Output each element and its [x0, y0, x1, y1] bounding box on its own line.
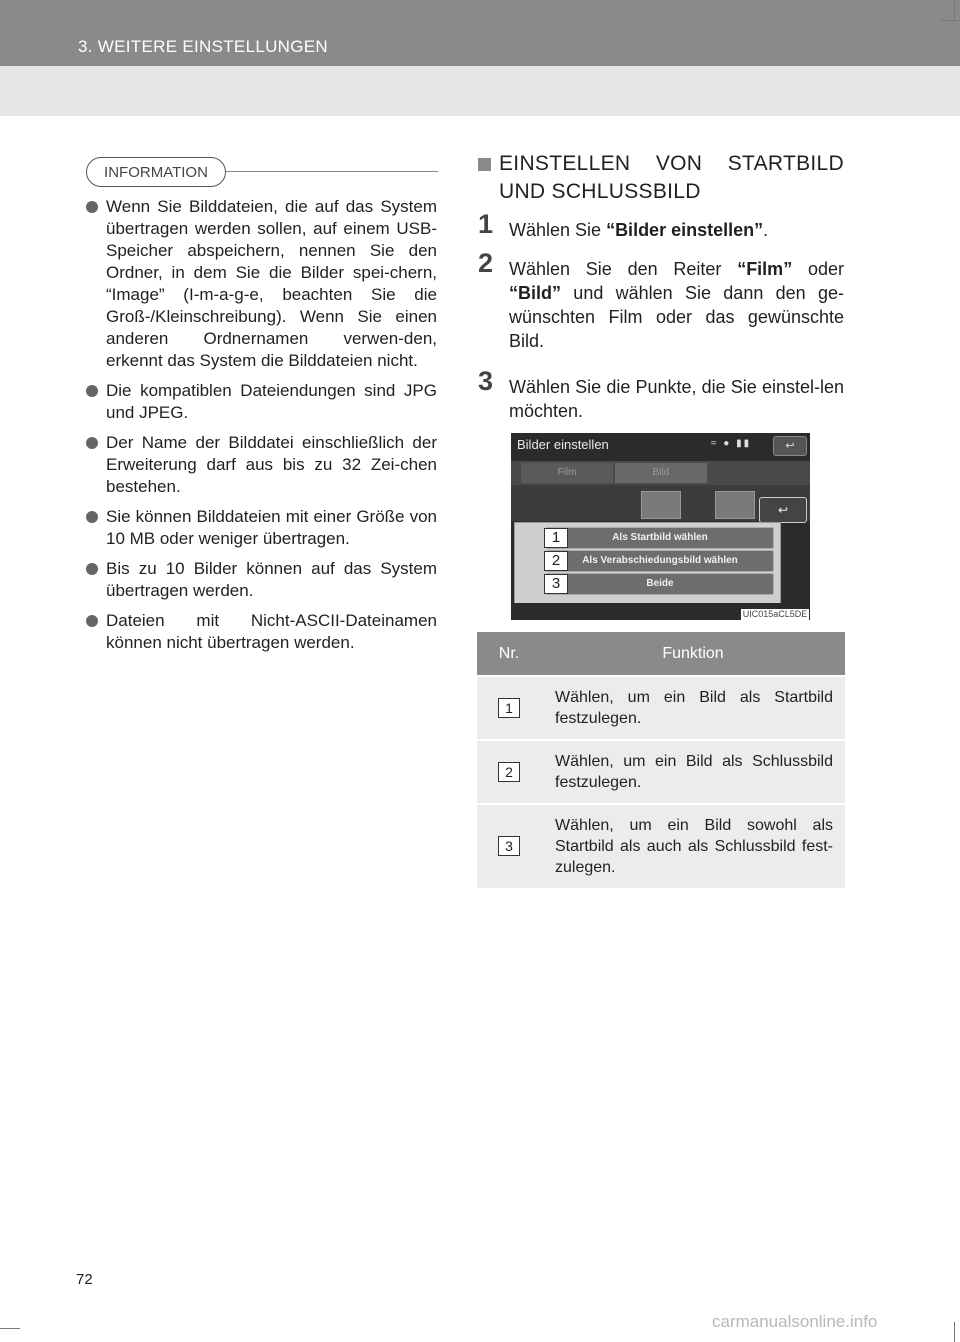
bullet-icon [86, 201, 98, 213]
set-farewell-image-button[interactable]: Als Verabschiedungsbild wählen [546, 550, 774, 572]
tab-film[interactable]: Film [521, 463, 613, 483]
status-icons: ≈ ● ▮▮ [711, 438, 752, 449]
set-start-image-button[interactable]: Als Startbild wählen [546, 527, 774, 549]
header-subband [0, 66, 960, 116]
row-function: Wählen, um ein Bild als Startbild festzulegen. [541, 676, 845, 740]
table-row [477, 804, 845, 888]
image-thumbnail[interactable] [715, 491, 755, 519]
information-item: Dateien mit Nicht-ASCII-Dateinamen können nicht übertragen werden. [84, 610, 437, 654]
header-funktion: Funktion [541, 632, 845, 676]
bullet-icon [86, 437, 98, 449]
information-list [84, 196, 437, 662]
bullet-icon [86, 615, 98, 627]
row-number: 3 [498, 836, 520, 856]
popup-back-button[interactable]: ↩ [759, 497, 807, 523]
section-heading: EINSTELLEN VON STARTBILD UND SCHLUSSBILD [478, 150, 844, 206]
crop-mark [954, 1322, 955, 1342]
function-table [477, 632, 845, 888]
row-function: Wählen, um ein Bild als Schlussbild festzulegen. [541, 740, 845, 804]
crop-mark [0, 1328, 20, 1329]
heading-square-icon [478, 158, 491, 171]
table-row [477, 740, 845, 804]
bullet-icon [86, 511, 98, 523]
information-item: Wenn Sie Bilddateien, die auf das System übertragen werden sollen, auf einem USB-Speicher abspeichern, nennen Sie den Ordner, in dem Sie die Bilder spei-chern, “Image” (I-m-a-g-e, beachten Sie die Groß-/Kleinschreibung). Wenn Sie einen anderen Ordnernamen verwen-den, erkennt das System die Bilddateien nicht. [84, 196, 437, 372]
information-label: INFORMATION [86, 157, 226, 187]
information-item: Die kompatiblen Dateiendungen sind JPG und JPEG. [84, 380, 437, 424]
step-3: 3 Wählen Sie die Punkte, die Sie einstel-len möchten. [478, 366, 844, 421]
screen-back-button[interactable]: ↩ [773, 436, 807, 456]
table-row [477, 676, 845, 740]
device-screenshot [511, 433, 810, 620]
section-title: 3. WEITERE EINSTELLUNGEN [78, 37, 328, 56]
row-function: Wählen, um ein Bild sowohl als Startbild als auch als Schlussbild fest-zulegen. [541, 804, 845, 888]
callout-1: 1 [544, 528, 568, 548]
callout-2: 2 [544, 551, 568, 571]
information-item: Sie können Bilddateien mit einer Größe von 10 MB oder weniger übertragen. [84, 506, 437, 550]
information-item: Der Name der Bilddatei einschließlich der Erweiterung darf aus bis zu 32 Zei-chen bestehen. [84, 432, 437, 498]
page-number: 72 [76, 1271, 93, 1288]
information-item: Bis zu 10 Bilder können auf das System übertragen werden. [84, 558, 437, 602]
screen-title: Bilder einstellen [517, 437, 609, 452]
set-both-button[interactable]: Beide [546, 573, 774, 595]
image-thumbnail[interactable] [641, 491, 681, 519]
information-rule [226, 171, 438, 172]
crop-mark [940, 20, 960, 21]
step-2: 2 Wählen Sie den Reiter “Film” oder “Bild” und wählen Sie dann den ge-wünschten Film oder das gewünschte Bild. [478, 248, 844, 351]
row-number: 2 [498, 762, 520, 782]
step-1: 1 Wählen Sie “Bilder einstellen”. [478, 209, 769, 240]
bullet-icon [86, 563, 98, 575]
image-id: UIC015aCL5DE [742, 609, 808, 619]
tab-bild[interactable]: Bild [615, 463, 707, 483]
header-nr: Nr. [477, 632, 541, 676]
watermark: carmanualsonline.info [712, 1312, 878, 1331]
bullet-icon [86, 385, 98, 397]
crop-mark [954, 0, 955, 20]
table-header-row [477, 632, 845, 676]
row-number: 1 [498, 698, 520, 718]
callout-3: 3 [544, 574, 568, 594]
